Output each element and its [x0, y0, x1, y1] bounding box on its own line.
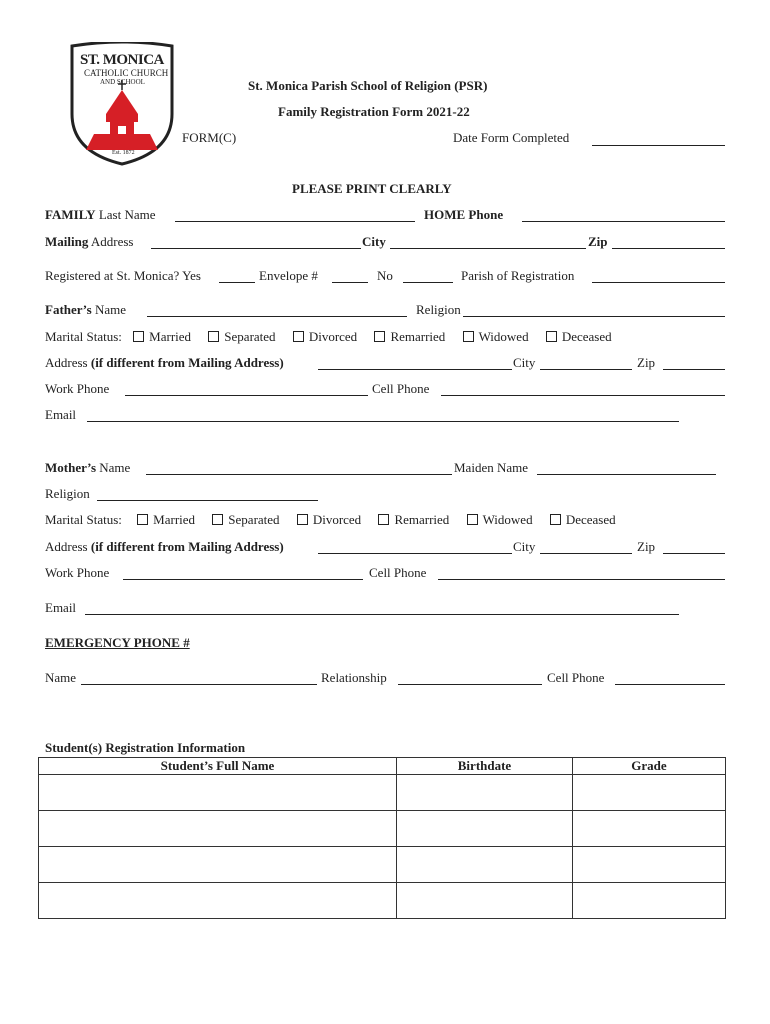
- checkbox[interactable]: [467, 514, 478, 525]
- mother-name-field[interactable]: [146, 474, 452, 475]
- mother-address-label: Address (if different from Mailing Address): [45, 539, 284, 554]
- father-religion-field[interactable]: [463, 316, 725, 317]
- table-row: [39, 883, 726, 919]
- form-subtitle: Family Registration Form 2021-22: [278, 104, 470, 119]
- emergency-name-field[interactable]: [81, 684, 317, 685]
- checkbox[interactable]: [133, 331, 144, 342]
- family-last-name-label: FAMILY Last Name: [45, 207, 156, 222]
- father-remarried-option[interactable]: Remarried: [374, 329, 445, 344]
- table-row: [39, 847, 726, 883]
- father-deceased-option[interactable]: Deceased: [546, 329, 612, 344]
- student-name-cell[interactable]: [39, 847, 397, 883]
- mother-work-phone-field[interactable]: [123, 579, 363, 580]
- date-completed-field[interactable]: [592, 145, 725, 146]
- registered-label: Registered at St. Monica? Yes: [45, 268, 201, 283]
- student-name-cell[interactable]: [39, 775, 397, 811]
- student-name-cell[interactable]: [39, 811, 397, 847]
- logo-title: ST. MONICA: [80, 52, 164, 68]
- mother-marital-status: Marital Status: Married Separated Divorced Remarried Widowed Deceased: [45, 512, 616, 527]
- father-cell-phone-label: Cell Phone: [372, 381, 430, 396]
- mother-work-phone-label: Work Phone: [45, 565, 110, 580]
- mother-maiden-name-label: Maiden Name: [454, 460, 529, 475]
- checkbox[interactable]: [208, 331, 219, 342]
- mother-name-label: Mother’s Name: [45, 460, 131, 475]
- mother-maiden-name-field[interactable]: [537, 474, 716, 475]
- checkbox[interactable]: [293, 331, 304, 342]
- father-marital-status: Marital Status: Married Separated Divorced Remarried Widowed Deceased: [45, 329, 612, 344]
- checkbox[interactable]: [550, 514, 561, 525]
- table-row: [39, 775, 726, 811]
- grade-cell[interactable]: [573, 883, 726, 919]
- envelope-label: Envelope #: [259, 268, 318, 283]
- birthdate-cell[interactable]: [397, 811, 573, 847]
- logo-subtitle-2: AND SCHOOL: [100, 78, 145, 86]
- birthdate-cell[interactable]: [397, 775, 573, 811]
- mother-religion-label: Religion: [45, 486, 90, 501]
- column-header-grade: Grade: [573, 758, 726, 775]
- father-name-label: Father’s Name: [45, 302, 126, 317]
- home-phone-label: HOME Phone: [424, 207, 504, 222]
- logo-subtitle: CATHOLIC CHURCH: [84, 68, 169, 78]
- students-heading: Student(s) Registration Information: [45, 740, 246, 755]
- parish-field[interactable]: [592, 282, 725, 283]
- mailing-city-label: City: [362, 234, 386, 249]
- father-email-field[interactable]: [87, 421, 679, 422]
- father-city-label: City: [513, 355, 536, 370]
- column-header-birthdate: Birthdate: [397, 758, 573, 775]
- students-table: [38, 757, 726, 919]
- form-code: FORM(C): [182, 130, 237, 145]
- checkbox[interactable]: [137, 514, 148, 525]
- father-work-phone-field[interactable]: [125, 395, 368, 396]
- father-divorced-option[interactable]: Divorced: [293, 329, 357, 344]
- mother-divorced-option[interactable]: Divorced: [297, 512, 361, 527]
- mother-widowed-option[interactable]: Widowed: [467, 512, 533, 527]
- father-cell-phone-field[interactable]: [441, 395, 725, 396]
- mother-separated-option[interactable]: Separated: [212, 512, 279, 527]
- table-row: [39, 811, 726, 847]
- form-title: St. Monica Parish School of Religion (PSR): [248, 78, 488, 93]
- birthdate-cell[interactable]: [397, 883, 573, 919]
- mother-city-field[interactable]: [540, 553, 632, 554]
- mother-deceased-option[interactable]: Deceased: [550, 512, 616, 527]
- checkbox[interactable]: [212, 514, 223, 525]
- mailing-city-field[interactable]: [390, 248, 586, 249]
- registered-no-field[interactable]: [403, 282, 453, 283]
- father-zip-label: Zip: [637, 355, 656, 370]
- father-separated-option[interactable]: Separated: [208, 329, 275, 344]
- checkbox[interactable]: [374, 331, 385, 342]
- grade-cell[interactable]: [573, 847, 726, 883]
- father-email-label: Email: [45, 407, 77, 422]
- envelope-field[interactable]: [332, 282, 368, 283]
- column-header-name: Student’s Full Name: [39, 758, 397, 775]
- emergency-heading: EMERGENCY PHONE #: [45, 635, 190, 650]
- date-completed-label: Date Form Completed: [453, 130, 570, 145]
- registered-yes-field[interactable]: [219, 282, 255, 283]
- print-clearly-instruction: PLEASE PRINT CLEARLY: [292, 181, 452, 196]
- father-address-label: Address (if different from Mailing Address): [45, 355, 284, 370]
- mailing-address-label: Mailing Address: [45, 234, 134, 249]
- father-married-option[interactable]: Married: [133, 329, 191, 344]
- grade-cell[interactable]: [573, 775, 726, 811]
- father-work-phone-label: Work Phone: [45, 381, 110, 396]
- emergency-relationship-field[interactable]: [398, 684, 542, 685]
- logo-est: Est. 1872: [112, 150, 135, 156]
- grade-cell[interactable]: [573, 811, 726, 847]
- mother-email-field[interactable]: [85, 614, 679, 615]
- checkbox[interactable]: [463, 331, 474, 342]
- mother-remarried-option[interactable]: Remarried: [378, 512, 449, 527]
- emergency-cell-label: Cell Phone: [547, 670, 605, 685]
- checkbox[interactable]: [378, 514, 389, 525]
- emergency-cell-field[interactable]: [615, 684, 725, 685]
- father-religion-label: Religion: [416, 302, 461, 317]
- father-widowed-option[interactable]: Widowed: [463, 329, 529, 344]
- mother-married-option[interactable]: Married: [137, 512, 195, 527]
- mailing-zip-field[interactable]: [612, 248, 725, 249]
- student-name-cell[interactable]: [39, 883, 397, 919]
- father-name-field[interactable]: [147, 316, 407, 317]
- checkbox[interactable]: [297, 514, 308, 525]
- emergency-name-label: Name: [45, 670, 77, 685]
- church-logo: [66, 42, 178, 168]
- mother-address-field[interactable]: [318, 553, 512, 554]
- mother-religion-field[interactable]: [97, 500, 318, 501]
- father-zip-field[interactable]: [663, 369, 725, 370]
- parish-label: Parish of Registration: [461, 268, 575, 283]
- birthdate-cell[interactable]: [397, 847, 573, 883]
- mother-zip-label: Zip: [637, 539, 656, 554]
- father-city-field[interactable]: [540, 369, 632, 370]
- family-last-name-field[interactable]: [175, 221, 415, 222]
- mother-city-label: City: [513, 539, 536, 554]
- mailing-zip-label: Zip: [588, 234, 608, 249]
- mailing-address-field[interactable]: [151, 248, 361, 249]
- mother-zip-field[interactable]: [663, 553, 725, 554]
- table-header-row: [39, 758, 726, 775]
- home-phone-field[interactable]: [522, 221, 725, 222]
- checkbox[interactable]: [546, 331, 557, 342]
- mother-email-label: Email: [45, 600, 77, 615]
- mother-cell-phone-field[interactable]: [438, 579, 725, 580]
- emergency-relationship-label: Relationship: [321, 670, 387, 685]
- registered-no-label: No: [377, 268, 393, 283]
- mother-cell-phone-label: Cell Phone: [369, 565, 427, 580]
- father-address-field[interactable]: [318, 369, 512, 370]
